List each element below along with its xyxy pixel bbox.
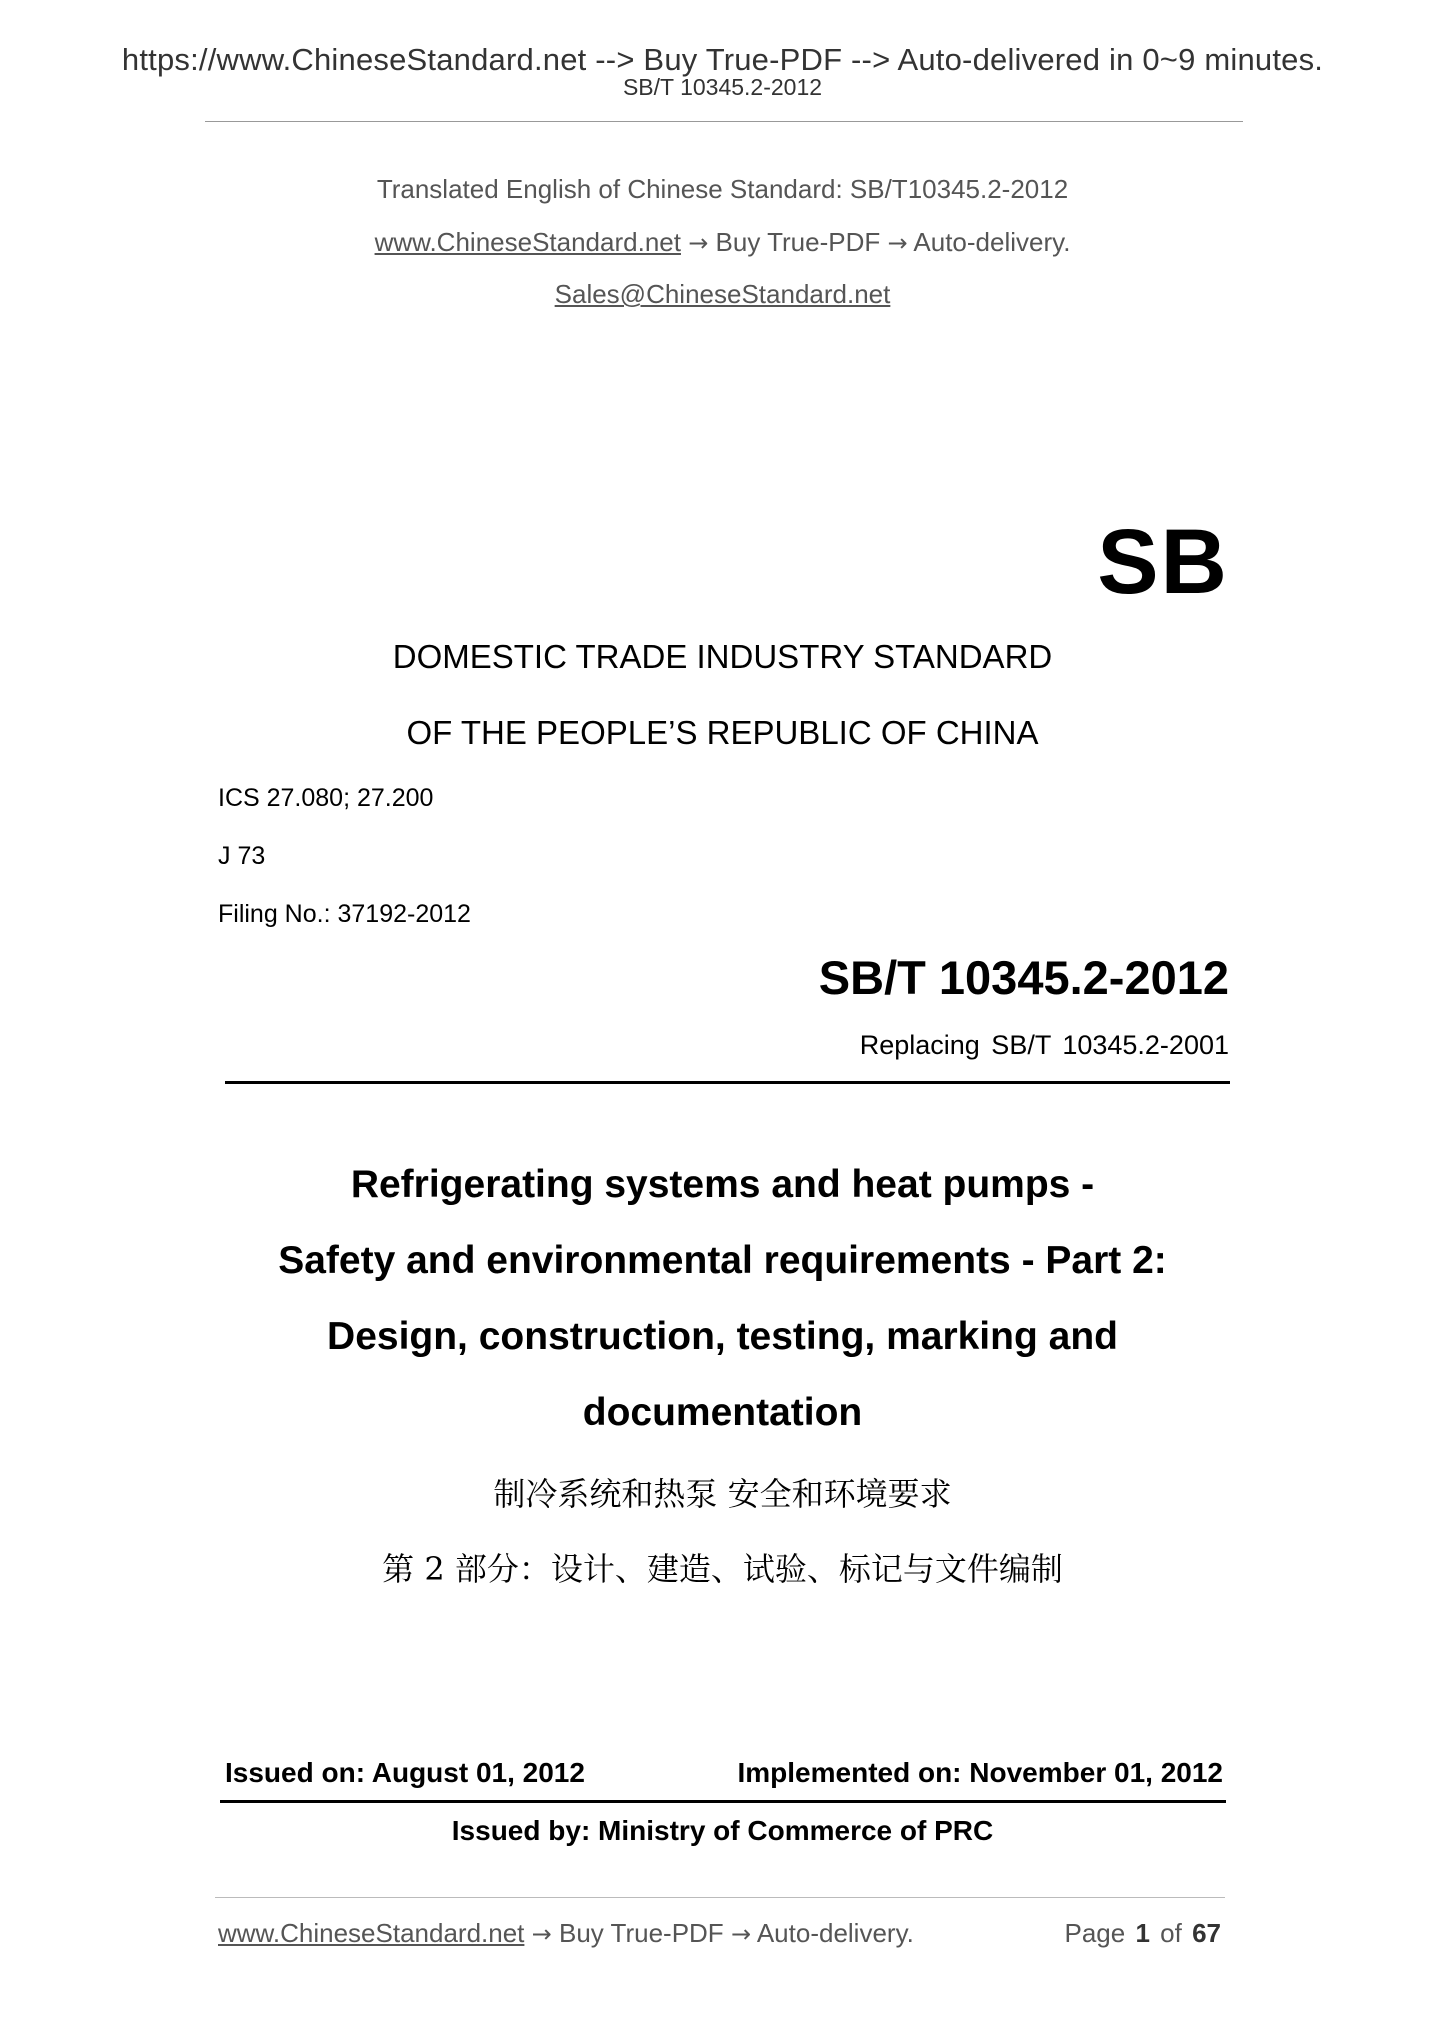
filing-number: Filing No.: 37192-2012 [218,900,471,928]
implemented-on: Implemented on: November 01, 2012 [737,1757,1223,1788]
email-line [0,279,1445,310]
page-indicator [1064,1918,1221,1949]
footer-delivery-text: Auto-delivery. [756,1918,914,1948]
page-total: 67 [1192,1918,1221,1948]
title-en-line-2: Safety and environmental requirements - Part 2: [278,1239,1167,1282]
title-en-line-3: Design, construction, testing, marking and [327,1315,1118,1358]
ics-code: ICS 27.080; 27.200 [218,784,434,812]
title-en-line-4: documentation [582,1391,863,1434]
issue-divider [220,1800,1226,1803]
email-link[interactable]: Sales@ChineseStandard.net [554,279,891,309]
footer-site-link[interactable]: www.ChineseStandard.net [218,1918,525,1948]
header-divider [205,121,1243,122]
auto-delivery-text: Auto-delivery. [913,227,1071,257]
title-cn-line-2: 第 2 部分：设计、建造、试验、标记与文件编制 [382,1550,1063,1588]
issued-by: Issued by: Ministry of Commerce of PRC [451,1815,994,1846]
standard-code: SB/T 10345.2-2012 [818,951,1229,1004]
standard-code-divider [225,1081,1230,1084]
arrow-right-icon: → [531,1920,552,1948]
header-standard-code: SB/T 10345.2-2012 [622,74,823,100]
site-link[interactable]: www.ChineseStandard.net [374,227,681,257]
footer-purchase-line [218,1918,914,1949]
purchase-line [0,227,1445,258]
replacing-standard: Replacing SB/T 10345.2-2001 [859,1030,1229,1060]
standard-type-line1: DOMESTIC TRADE INDUSTRY STANDARD [392,638,1053,675]
ccs-code: J 73 [218,842,266,870]
footer-buy-text: Buy True-PDF [558,1918,724,1948]
issued-on: Issued on: August 01, 2012 [225,1757,585,1788]
top-banner[interactable]: https://www.ChineseStandard.net --> Buy True-PDF --> Auto-delivered in 0~9 minutes. [121,42,1324,77]
standard-prefix-logo: SB [1097,511,1229,613]
arrow-right-icon: → [730,1920,752,1948]
standard-type-line2: OF THE PEOPLE’S REPUBLIC OF CHINA [406,714,1039,751]
of-label: of [1160,1918,1182,1948]
buy-pdf-text: Buy True-PDF [715,227,881,257]
arrow-right-icon: → [887,229,908,257]
footer-divider [215,1897,1225,1898]
page-label: Page [1064,1918,1126,1948]
translation-notice: Translated English of Chinese Standard: SB/T10345.2-2012 [376,174,1069,204]
title-en-line-1: Refrigerating systems and heat pumps - [350,1163,1095,1206]
title-cn-line-1: 制冷系统和热泵 安全和环境要求 [493,1475,952,1513]
page-number: 1 [1135,1918,1150,1948]
arrow-right-icon: → [688,229,709,257]
